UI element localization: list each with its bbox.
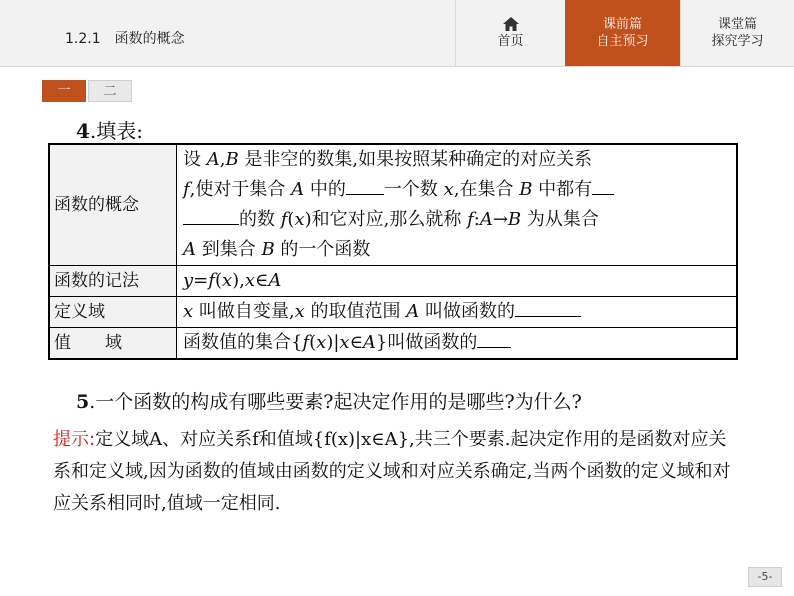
blank-2b[interactable] (183, 206, 239, 225)
blank-3[interactable] (515, 298, 581, 317)
in-class-label-1: 课堂篇 (717, 17, 757, 32)
tab-two[interactable]: 二 (88, 80, 132, 102)
in-class-label-2: 探究学习 (711, 34, 764, 49)
home-label: 首页 (497, 33, 524, 49)
row-content-concept: 设 A,B 是非空的数集,如果按照某种确定的对应关系 f,使对于集合 A 中的 一个数 x,在集合 B 中都有 的数 f(x)和它对应,那么就称 f:A→B 为从集合 A 到集合 B 的一个函数 (177, 144, 738, 266)
question-5-text: .一个函数的构成有哪些要素?起决定作用的是哪些?为什么? (89, 391, 582, 413)
row-label-range: 值 域 (49, 328, 177, 360)
section-title: 1.2.1 函数的概念 (65, 31, 185, 47)
blank-2a[interactable] (592, 176, 614, 195)
table-row (49, 297, 737, 328)
blank-1[interactable] (346, 176, 384, 195)
home-icon (503, 17, 519, 31)
question-5 (76, 387, 756, 414)
page-number: -5- (748, 567, 782, 587)
table-row (49, 266, 737, 297)
row-label-concept: 函数的概念 (49, 144, 177, 266)
hint-text: 定义域A、对应关系f和值域{f(x)|x∈A},共三个要素.起决定作用的是函数对应关系和定义域,因为函数的值域由函数的定义域和对应关系确定,当两个函数的定义域和对应关系相同时,值域一定相同. (53, 429, 731, 514)
row-content-domain: x 叫做自变量,x 的取值范围 A 叫做函数的 (177, 297, 738, 328)
in-class-button[interactable] (680, 0, 794, 66)
tab-one[interactable]: 一 (42, 80, 86, 102)
pre-class-label-1: 课前篇 (602, 17, 642, 32)
pre-class-label-2: 自主预习 (596, 34, 649, 49)
question-4-title (76, 115, 143, 144)
home-button[interactable] (455, 0, 565, 66)
top-navigation-bar (0, 0, 794, 67)
pre-class-button[interactable] (565, 0, 680, 66)
row-content-range: 函数值的集合{f(x)|x∈A}叫做函数的 (177, 328, 738, 360)
row-content-notation: y=f(x),x∈A (177, 266, 738, 297)
hint-paragraph (53, 424, 743, 520)
question-5-number: 5 (76, 391, 90, 413)
blank-4[interactable] (477, 329, 511, 348)
hint-label: 提示: (53, 429, 96, 450)
row-label-notation: 函数的记法 (49, 266, 177, 297)
table-row (49, 144, 737, 266)
row-label-domain: 定义域 (49, 297, 177, 328)
question-4-number: 4 (76, 119, 90, 143)
function-concept-table (48, 143, 738, 360)
table-row (49, 328, 737, 360)
question-4-text: .填表: (89, 119, 144, 143)
